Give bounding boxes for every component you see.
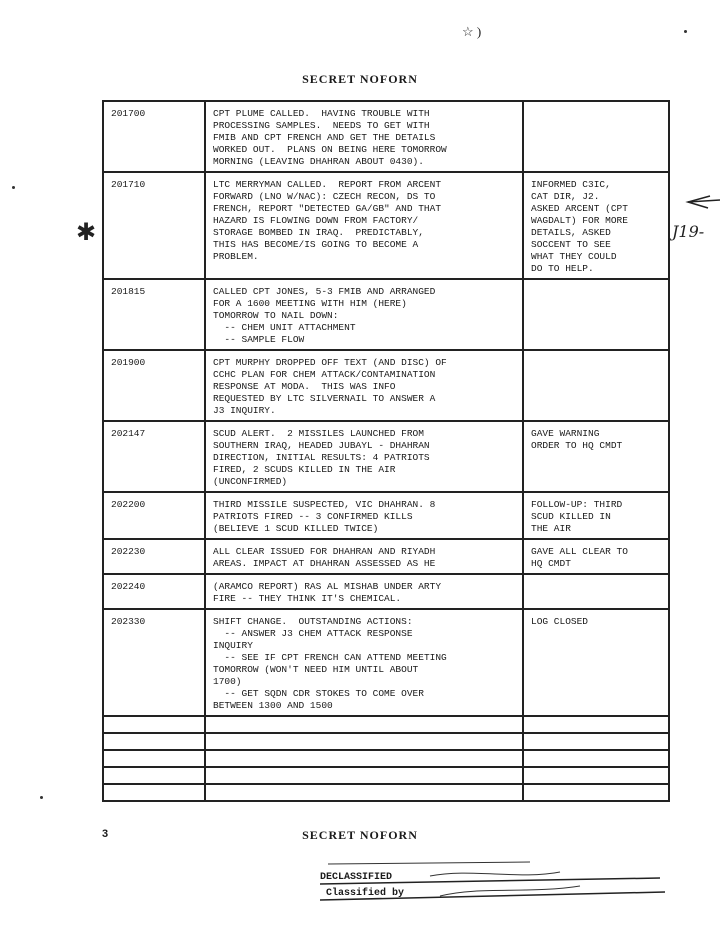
table-row (103, 421, 669, 492)
entry-event: CPT PLUME CALLED. HAVING TROUBLE WITH PROCESSING SAMPLES. NEEDS TO GET WITH FMIB AND CPT FRENCH AND GET THE DETAILS WORKED OUT. PLANS ON BEING HERE TOMORROW MORNING (LEAVING DHAHRAN ABOUT 0430). (205, 101, 523, 172)
entry-event: ALL CLEAR ISSUED FOR DHAHRAN AND RIYADH AREAS. IMPACT AT DHAHRAN ASSESSED AS HE (205, 539, 523, 574)
entry-event: THIRD MISSILE SUSPECTED, VIC DHAHRAN. 8 PATRIOTS FIRED -- 3 CONFIRMED KILLS (BELIEVE 1 SCUD KILLED TWICE) (205, 492, 523, 539)
entry-action: INFORMED C3IC, CAT DIR, J2. ASKED ARCENT (CPT WAGDALT) FOR MORE DETAILS, ASKED SOCCENT TO SEE WHAT THEY COULD DO TO HELP. (523, 172, 669, 279)
blank-row (103, 733, 669, 750)
blank-row (103, 784, 669, 801)
entry-event: CALLED CPT JONES, 5-3 FMIB AND ARRANGED FOR A 1600 MEETING WITH HIM (HERE) TOMORROW TO NAIL DOWN: -- CHEM UNIT ATTACHMENT -- SAMPLE FLOW (205, 279, 523, 350)
header-classification: SECRET NOFORN (302, 72, 418, 86)
table-row (103, 101, 669, 172)
stamp-classified-by: Classified by (326, 888, 405, 899)
stamp-declassified: DECLASSIFIED (320, 872, 393, 883)
entry-action (523, 350, 669, 421)
entry-action (523, 574, 669, 609)
entry-action (523, 101, 669, 172)
entry-event: (ARAMCO REPORT) RAS AL MISHAB UNDER ARTY FIRE -- THEY THINK IT'S CHEMICAL. (205, 574, 523, 609)
blank-row (103, 750, 669, 767)
blank-row (103, 767, 669, 784)
entry-time: 202230 (103, 539, 205, 574)
entry-time: 201815 (103, 279, 205, 350)
page-number: 3 (102, 828, 109, 840)
entry-time: 202200 (103, 492, 205, 539)
entry-event: SCUD ALERT. 2 MISSILES LAUNCHED FROM SOUTHERN IRAQ, HEADED JUBAYL - DHAHRAN DIRECTION, INITIAL RESULTS: 4 PATRIOTS FIRED, 2 SCUDS KILLED IN THE AIR (UNCONFIRMED) (205, 421, 523, 492)
footer-classification: SECRET NOFORN (302, 828, 418, 842)
entry-time: 201900 (103, 350, 205, 421)
entry-action (523, 279, 669, 350)
table-row (103, 172, 669, 279)
entry-event: CPT MURPHY DROPPED OFF TEXT (AND DISC) OF CCHC PLAN FOR CHEM ATTACK/CONTAMINATION RESPONSE AT MODA. THIS WAS INFO REQUESTED BY LTC SILVERNAIL TO ANSWER A J3 INQUIRY. (205, 350, 523, 421)
entry-event: LTC MERRYMAN CALLED. REPORT FROM ARCENT FORWARD (LNO W/NAC): CZECH RECON, DS TO FRENCH, REPORT "DETECTED GA/GB" AND THAT HAZARD IS FLOWING DOWN FROM FACTORY/ STORAGE BOMBED IN IRAQ. PREDICTABLY, THIS HAS BECOME/IS GOING TO BECOME A PROBLEM. (205, 172, 523, 279)
log-table (102, 100, 670, 802)
table-row (103, 609, 669, 716)
entry-action: LOG CLOSED (523, 609, 669, 716)
declassification-stamp (320, 854, 670, 914)
scan-speck (40, 796, 43, 799)
table-row (103, 574, 669, 609)
entry-time: 202330 (103, 609, 205, 716)
table-row (103, 492, 669, 539)
scan-speck (12, 186, 15, 189)
asterisk-mark: ✱ (76, 218, 97, 246)
table-row (103, 539, 669, 574)
table-row (103, 279, 669, 350)
margin-ref-note: J19- (672, 222, 705, 241)
top-mark: ☆ ) (462, 24, 482, 39)
blank-row (103, 716, 669, 733)
entry-action: FOLLOW-UP: THIRD SCUD KILLED IN THE AIR (523, 492, 669, 539)
entry-time: 201710 (103, 172, 205, 279)
entry-event: SHIFT CHANGE. OUTSTANDING ACTIONS: -- ANSWER J3 CHEM ATTACK RESPONSE INQUIRY -- SEE IF CPT FRENCH CAN ATTEND MEETING TOMORROW (WON'T NEED HIM UNTIL ABOUT 1700) -- GET SQDN CDR STOKES TO COME OVER BETWEEN 1300 AND 1500 (205, 609, 523, 716)
stamp-lines (320, 854, 670, 914)
entry-time: 202147 (103, 421, 205, 492)
entry-action: GAVE WARNING ORDER TO HQ CMDT (523, 421, 669, 492)
entry-time: 202240 (103, 574, 205, 609)
entry-action: GAVE ALL CLEAR TO HQ CMDT (523, 539, 669, 574)
entry-time: 201700 (103, 101, 205, 172)
table-row (103, 350, 669, 421)
scan-speck (684, 30, 687, 33)
